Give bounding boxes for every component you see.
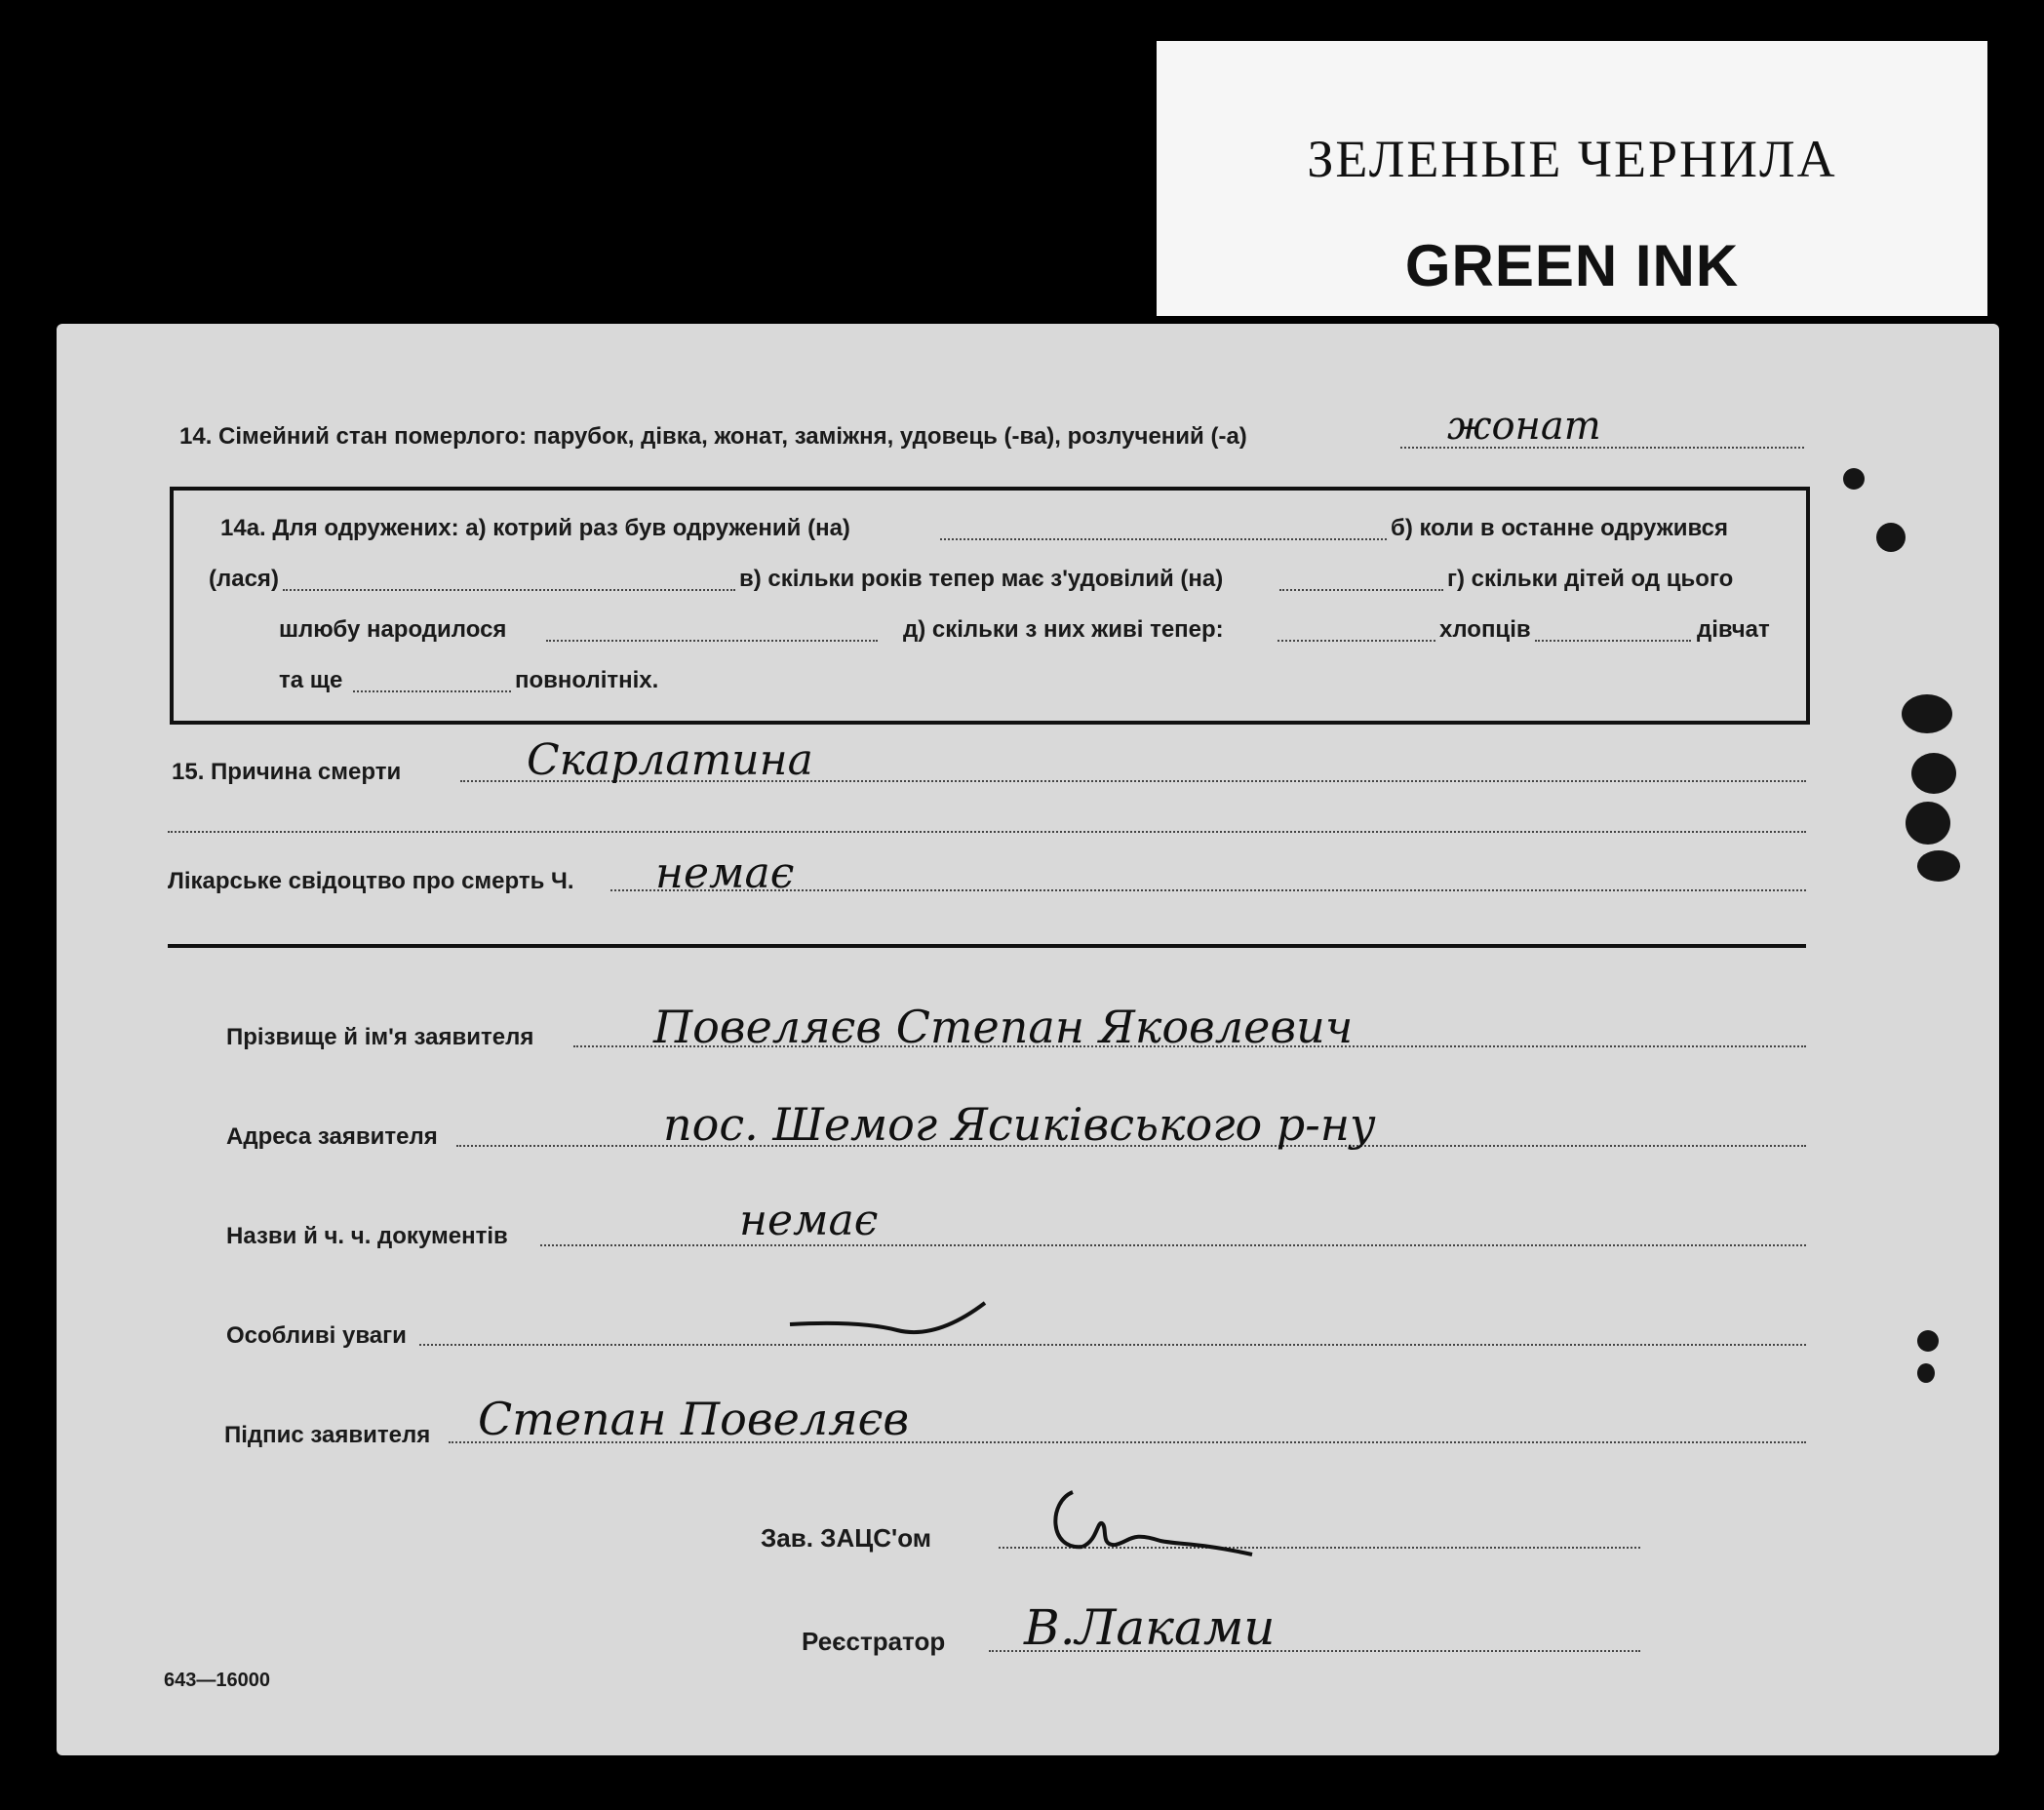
remarks-dash-mark — [780, 1295, 995, 1350]
medical-label: Лікарське свідоцтво про смерть Ч. — [168, 868, 574, 894]
remarks-label: Особливі уваги — [226, 1322, 407, 1349]
binding-hole — [1906, 802, 1950, 845]
label-english-text: GREEN INK — [1404, 233, 1740, 298]
head-signature-mark — [1043, 1473, 1258, 1570]
item14a-row3-label-c: хлопців — [1439, 616, 1531, 643]
binding-hole — [1917, 850, 1960, 882]
binding-hole — [1843, 468, 1865, 490]
binding-hole — [1902, 694, 1952, 733]
item14a-row3-dots-b — [1278, 640, 1435, 642]
documents-handwritten-value: немає — [739, 1196, 879, 1245]
item14a-row3-label-a: шлюбу народилося — [279, 616, 507, 643]
item15-label: 15. Причина смерти — [172, 759, 402, 785]
binding-hole — [1917, 1330, 1939, 1352]
applicant-name-label: Прізвище й ім'я заявителя — [226, 1024, 534, 1050]
item14a-row4-dots — [353, 690, 511, 692]
applicant-name-handwritten-value: Повеляєв Степан Яковлевич — [653, 1001, 1354, 1053]
documents-label: Назви й ч. ч. документів — [226, 1223, 508, 1249]
item14a-row2-label-a: (лася) — [209, 566, 279, 592]
item14a-row2-label-c: г) скільки дітей од цього — [1447, 566, 1734, 592]
item14a-row2-dots-a — [283, 589, 735, 591]
head-label: Зав. ЗАЦС'ом — [761, 1523, 931, 1553]
item14a-row1-label: 14а. Для одружених: а) котрий раз був одружений (на) — [220, 515, 850, 541]
item14a-row1-label-b: б) коли в останне одружився — [1391, 515, 1728, 541]
item14a-row2-label-b: в) скільки років тепер має з'удовілий (на) — [739, 566, 1224, 592]
remarks-dotted-line — [419, 1344, 1806, 1346]
item14a-row3-label-b: д) скільки з них живі тепер: — [903, 616, 1224, 643]
item14-label: 14. Сімейний стан померлого: парубок, дівка, жонат, заміжня, удовець (-ва), розлучений (-а) — [179, 423, 1247, 450]
registrar-label: Реєстратор — [802, 1627, 946, 1656]
label-russian-text: ЗЕЛЕНЫЕ ЧЕРНИЛА — [1307, 130, 1837, 188]
item14a-row4-label-b: повнолітніх. — [515, 667, 659, 693]
applicant-address-handwritten-value: пос. Шемог Ясиківського р-ну — [663, 1098, 1376, 1151]
print-code: 643—16000 — [164, 1670, 270, 1691]
item15-handwritten-value: Скарлатина — [527, 735, 813, 785]
binding-hole — [1876, 523, 1906, 552]
documents-dotted-line — [540, 1244, 1806, 1246]
medical-handwritten-value: немає — [655, 848, 795, 898]
binding-hole — [1917, 1363, 1935, 1383]
section-divider — [168, 944, 1806, 948]
item14-handwritten-value: жонат — [1447, 404, 1601, 449]
item15-dotted-line-2 — [168, 831, 1806, 833]
item14a-row3-dots-c — [1535, 640, 1691, 642]
item14a-row2-dots-b — [1279, 589, 1443, 591]
item14a-row3-label-d: дівчат — [1697, 616, 1770, 643]
applicant-signature-handwritten-value: Степан Повеляєв — [478, 1393, 910, 1445]
archive-label-card — [1157, 41, 1987, 316]
registrar-handwritten-value: В.Лаками — [1024, 1599, 1276, 1656]
binding-hole — [1911, 753, 1956, 794]
item14a-row1-dots-a — [940, 538, 1387, 540]
item14a-row4-label-a: та ще — [279, 667, 343, 693]
applicant-address-label: Адреса заявителя — [226, 1123, 438, 1150]
applicant-signature-label: Підпис заявителя — [224, 1422, 431, 1448]
item14a-row3-dots-a — [546, 640, 878, 642]
